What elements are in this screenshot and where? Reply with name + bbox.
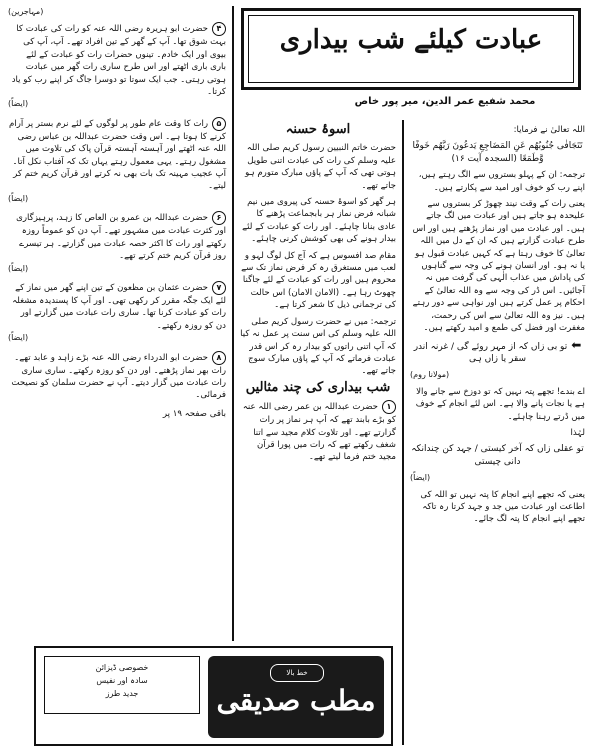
reference: (ایضاً): [8, 333, 29, 343]
paragraph: ترجمہ: میں نے حضرت رسول کریم صلی اللہ علیہ وسلم کی اس سنت پر عمل نہ کیا کہ آپ اتنی راتوں کو بیدار رہ کر اس قدر عبادت فرماتے کہ آپ کے پاؤں مبارک سوج جاتے تھے۔: [240, 316, 396, 377]
column-divider-left: [232, 6, 234, 641]
list-item: ۴حضرت ابو ہریرہ رضی اللہ عنہ کو رات کی عبادت کا بہت شوق تھا۔ آپ کے گھر کے تین افراد تھے۔ آپ، آپ کی بیوی اور ایک خادم۔ تینوں حضرات رات کو عبادت کے لئے باری باری اٹھتے اور اس طرح ساری رات گھر میں عبادت ہوتی رہتی۔ جب ایک سوتا تو دوسرا جاگ کر اپنے رب کو یاد کرتا۔ (ایضاً): [8, 22, 226, 110]
item-number: ۷: [212, 281, 226, 295]
item-number: ۶: [212, 211, 226, 225]
paragraph: ترجمہ: ان کے پہلو بستروں سے الگ رہتے ہیں، اپنے رب کو خوف اور امید سے پکارتے ہیں۔: [418, 170, 585, 193]
list-item: ۵رات کا وقت عام طور پر لوگوں کے لئے نرم بستر پر آرام کرنے کا ہوتا ہے۔ اس وقت حضرت عبداللہ بن عباس رضی اللہ عنہ اٹھتے اور آہستہ آہستہ قرآن پاک کی تلاوت میں مشغول رہتے۔ یہی معمول رہتے یہاں تک کہ آفتاب نکل آتا۔ آپ عجیب مہینہ تک بات بھی نہ کرتے اور قرآن کریم ختم کر لیتے۔ (ایضاً): [8, 117, 226, 205]
couplet: ⬅تو بی زاں کہ از مہر روئے گی / غرنہ اندر سقر یا زاں ہی: [413, 337, 582, 364]
list-item: ۱حضرت عبداللہ بن عمر رضی اللہ عنہ کو بڑے بابند تھے کہ آپ ہر نماز پر رات گزارتے تھے۔ اور تلاوت کلام مجید سے اتنا شغف رکھتے تھے کہ رات میں پورا قرآن مجید ختم فرما لیتے تھے۔: [242, 402, 396, 463]
author-byline: محمد شفیع عمر الدین، میر پور خاص: [354, 96, 536, 107]
list-item: ۶حضرت عبداللہ بن عمرو بن العاص کا زہد، پرہیزگاری اور کثرت عبادت میں مشہور تھے۔ آپ دن کو عموماً روزہ رکھتے اور رات کا اکثر حصہ عبادت میں گزارتے۔ ہر تیسرے روز قرآن کریم ختم کرتے تھے۔ (ایضاً): [8, 211, 226, 275]
quran-verse: تَتَجَافٰی جُنُوبُهُم عَنِ المَضَاجِعِ یَدعُونَ رَبَّهُم خَوفًا وَّطَمَعًا (السجدہ آیت ۱۶): [412, 141, 583, 164]
ad-text-box: [44, 656, 200, 714]
item-number: ۴: [212, 22, 226, 36]
couplet: تو عقلی زاں کہ آخر کیستی / جہد کن چندانکہ دانی چیستی: [411, 444, 584, 467]
left-column: [8, 6, 226, 424]
closing-text: یعنی کہ تجھے اپنے انجام کا پتہ نہیں تو اللہ کی اطاعت اور عبادت میں جد و جہد کرتا رہ تاکہ تجھے اپنے انجام کا پتہ لگ جائے۔: [420, 489, 585, 525]
reference: (ایضاً): [8, 263, 29, 273]
item-number: ۸: [212, 351, 226, 365]
item-number: ۵: [212, 117, 226, 131]
reference: (ایضاً): [8, 193, 29, 203]
right-column: [410, 124, 585, 530]
intro-text: اللہ تعالیٰ نے فرمایا:: [513, 125, 585, 135]
ad-line: خصوصی ڈیزائن: [95, 663, 149, 672]
list-item: ۷حضرت عثمان بن مظعون کے تین اپنے گھر میں نماز کے لئے ایک جگہ مقرر کر رکھی تھی۔ اور آپ کا پسندیدہ مشغلہ رات کو عبادت کرنا تھا۔ ساری رات عبادت میں گزارتے اور دن کو روزہ رکھتے۔ (ایضاً): [8, 281, 226, 345]
advertisement-box: [34, 646, 393, 746]
ad-seal: خط بالا: [270, 664, 324, 682]
paragraph: ہر گھر کو اسوۂ حسنہ کی پیروی میں نیم شبانہ فرض نماز ہر بابجماعت پڑھنے کا عادی بنانا چاہئے۔ اور رات کو عبادت کے لئے بیدار ہونے کی بھی کوشش کرنی چاہئے۔: [242, 197, 396, 245]
middle-column: [240, 122, 396, 470]
section-heading: اسوۂ حسنہ: [285, 122, 351, 137]
reference: (مہاجرین): [8, 7, 44, 16]
section-heading: شب بیداری کی چند مثالیں: [245, 379, 391, 395]
poet-reference: (مولانا روم): [410, 370, 450, 380]
abbr-text: لہٰذا: [570, 427, 585, 438]
ad-line: جدید طرز: [105, 689, 139, 698]
continued-note: باقی صفحہ ۱۹ پر: [162, 408, 226, 419]
title-box: [241, 8, 581, 90]
paragraph: حضرت خاتم النبیین رسول کریم صلی اللہ علیہ وسلم کی رات کی عبادت اتنی طویل ہوتی تھی کہ آپ کے پاؤں مبارک متورم ہو جاتے تھے۔: [245, 143, 396, 191]
page-title: عبادت کیلئے شب بیداری: [279, 25, 543, 55]
item-number: ۱: [382, 400, 396, 414]
column-divider-right: [402, 120, 404, 745]
paragraph: مقام صد افسوس ہے کہ آج کل لوگ لہو و لعب میں مستغرق رہ کر فرض نماز تک سے محروم ہیں اور رات کو عبادت کے لئے جاگنا چھوٹ رہا ہے۔ (الامان الامان) اس حالت کی ترجمانی ذیل کا شعر کرتا ہے۔: [241, 250, 396, 311]
list-item: ۸حضرت ابو الدرداء رضی اللہ عنہ بڑے زاہد و عابد تھے۔ رات بھر نماز پڑھتے۔ اور دن کو روزہ رکھتے۔ ساری ساری رات عبادت میں گزار دیتے۔ آپ نے حضرت سلمان کو نصیحت فرمائی۔: [11, 352, 226, 401]
couplet-reference: (ایضاً): [410, 473, 431, 483]
paragraph: یعنی رات کے وقت نیند چھوڑ کر بستروں سے علیحدہ ہو جاتے ہیں اور عبادت میں لگ جاتے ہیں۔ اور عبادت میں اور نماز پڑھتے ہیں اور اس طرح عبادت گزارتے ہیں کہ ان کے دل میں اللہ تعالیٰ کا خوف رہتا ہے کہ کہیں عبادت قبول ہو یا نہ ہو۔ اور انسان ہونے کی وجہ سے گناہوں کی پاداش میں عذاب الٰہی کی گرفت میں نہ آجائیں۔ اس ڈر کی وجہ سے وہ اللہ تعالیٰ کے احکام پر عمل کرتے ہیں اور نواہی سے دور رہتے ہیں۔ نیز وہ اللہ تعالیٰ سے اس کی رحمت، مغفرت اور فضل کی طمع و امید رکھتے ہیں۔: [412, 199, 585, 334]
arrow-icon: ⬅: [571, 337, 582, 352]
reference: (ایضاً): [8, 99, 29, 109]
ad-brand-name: مطب صدیقی: [216, 684, 376, 717]
poem-text: اے بندے! تجھے پتہ نہیں کہ تو دوزخ سے جانے والا ہے یا نجات پانے والا ہے۔ اس لئے انجام کے خوف میں ڈرتے رہنا چاہئے۔: [415, 386, 585, 422]
ad-line: سادہ اور نفیس: [96, 676, 148, 685]
ad-banner: [208, 656, 384, 738]
